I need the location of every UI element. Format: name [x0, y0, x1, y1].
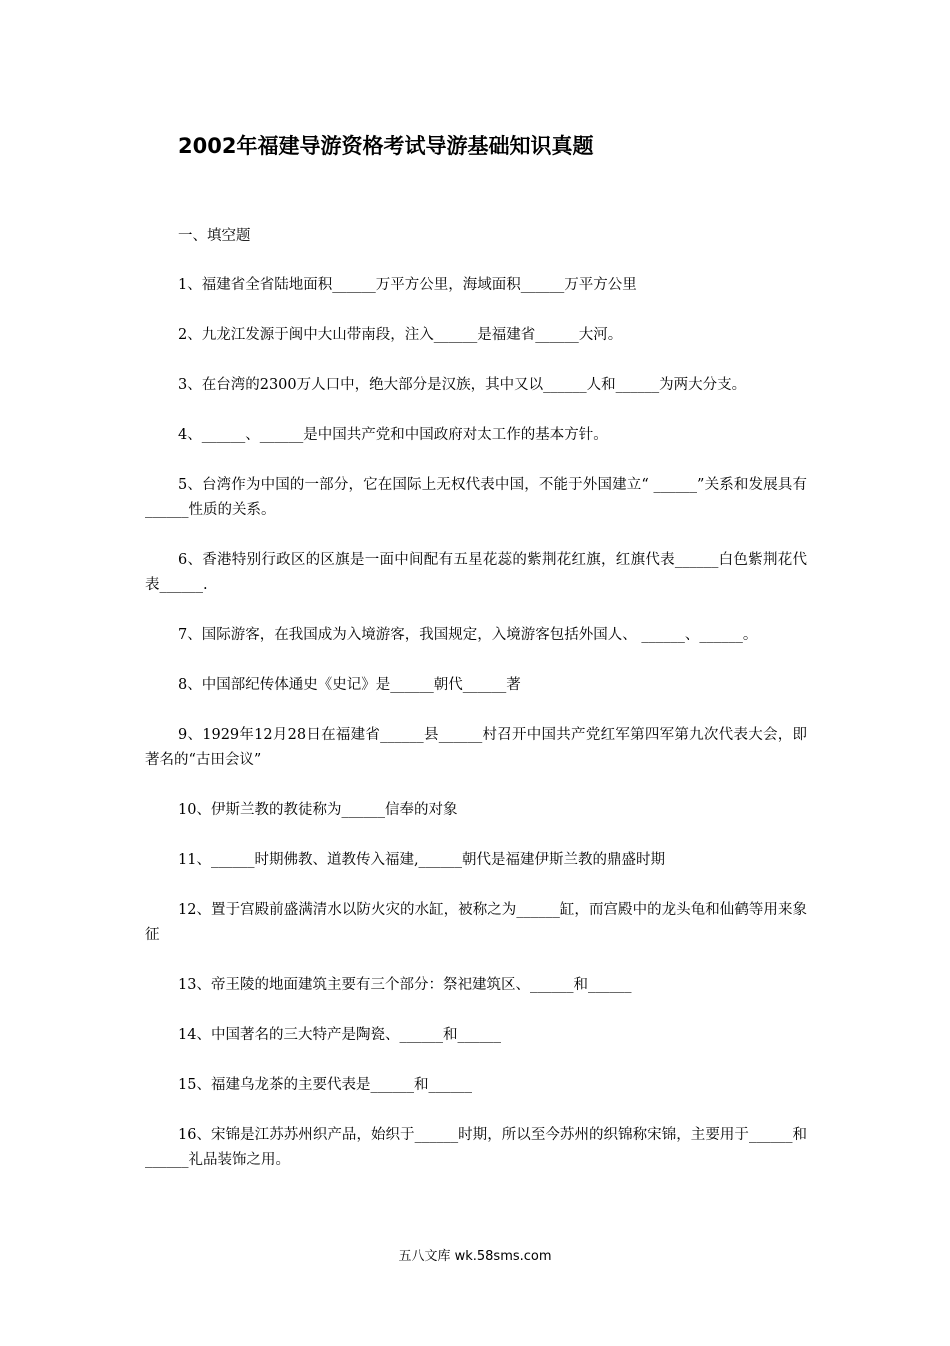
question-item: 14、中国著名的三大特产是陶瓷、______和______ — [178, 1027, 501, 1043]
question-item: 7、国际游客，在我国成为入境游客，我国规定，入境游客包括外国人、 ______、______。 — [178, 627, 758, 643]
section-heading: 一、填空题 — [178, 228, 251, 244]
question-item: 12、置于宫殿前盛满清水以防火灾的水缸，被称之为______缸，而宫殿中的龙头龟和仙鹤等用来象征 — [145, 902, 807, 943]
question-list — [145, 273, 807, 1198]
question-item: 8、中国部纪传体通史《史记》是______朝代______著 — [178, 677, 521, 693]
question-item: 9、1929年12月28日在福建省______县______村召开中国共产党红军第四军第九次代表大会，即著名的“古田会议” — [145, 727, 807, 768]
page-title: 2002年福建导游资格考试导游基础知识真题 — [178, 134, 594, 158]
question-item: 15、福建乌龙茶的主要代表是______和______ — [178, 1077, 472, 1093]
question-item: 5、台湾作为中国的一部分，它在国际上无权代表中国，不能于外国建立“ ______”关系和发展具有______性质的关系。 — [145, 477, 807, 518]
question-item: 3、在台湾的2300万人口中，绝大部分是汉族，其中又以______人和______为两大分支。 — [178, 377, 747, 393]
question-item: 4、______、______是中国共产党和中国政府对太工作的基本方针。 — [178, 427, 608, 443]
question-item: 10、伊斯兰教的教徒称为______信奉的对象 — [178, 802, 458, 818]
footer-watermark: 五八文库 wk.58sms.com — [398, 1249, 552, 1264]
question-item: 2、九龙江发源于闽中大山带南段，注入______是福建省______大河。 — [178, 327, 623, 343]
question-item: 1、福建省全省陆地面积______万平方公里，海域面积______万平方公里 — [178, 277, 637, 293]
question-item: 13、帝王陵的地面建筑主要有三个部分：祭祀建筑区、______和______ — [178, 977, 632, 993]
question-item: 6、香港特别行政区的区旗是一面中间配有五星花蕊的紫荆花红旗，红旗代表______白色紫荆花代表______. — [145, 552, 807, 593]
question-item: 11、______时期佛教、道教传入福建,______朝代是福建伊斯兰教的鼎盛时期 — [178, 852, 666, 868]
question-item: 16、宋锦是江苏苏州织产品，始织于______时期，所以至今苏州的织锦称宋锦，主要用于______和______礼品装饰之用。 — [145, 1127, 807, 1168]
